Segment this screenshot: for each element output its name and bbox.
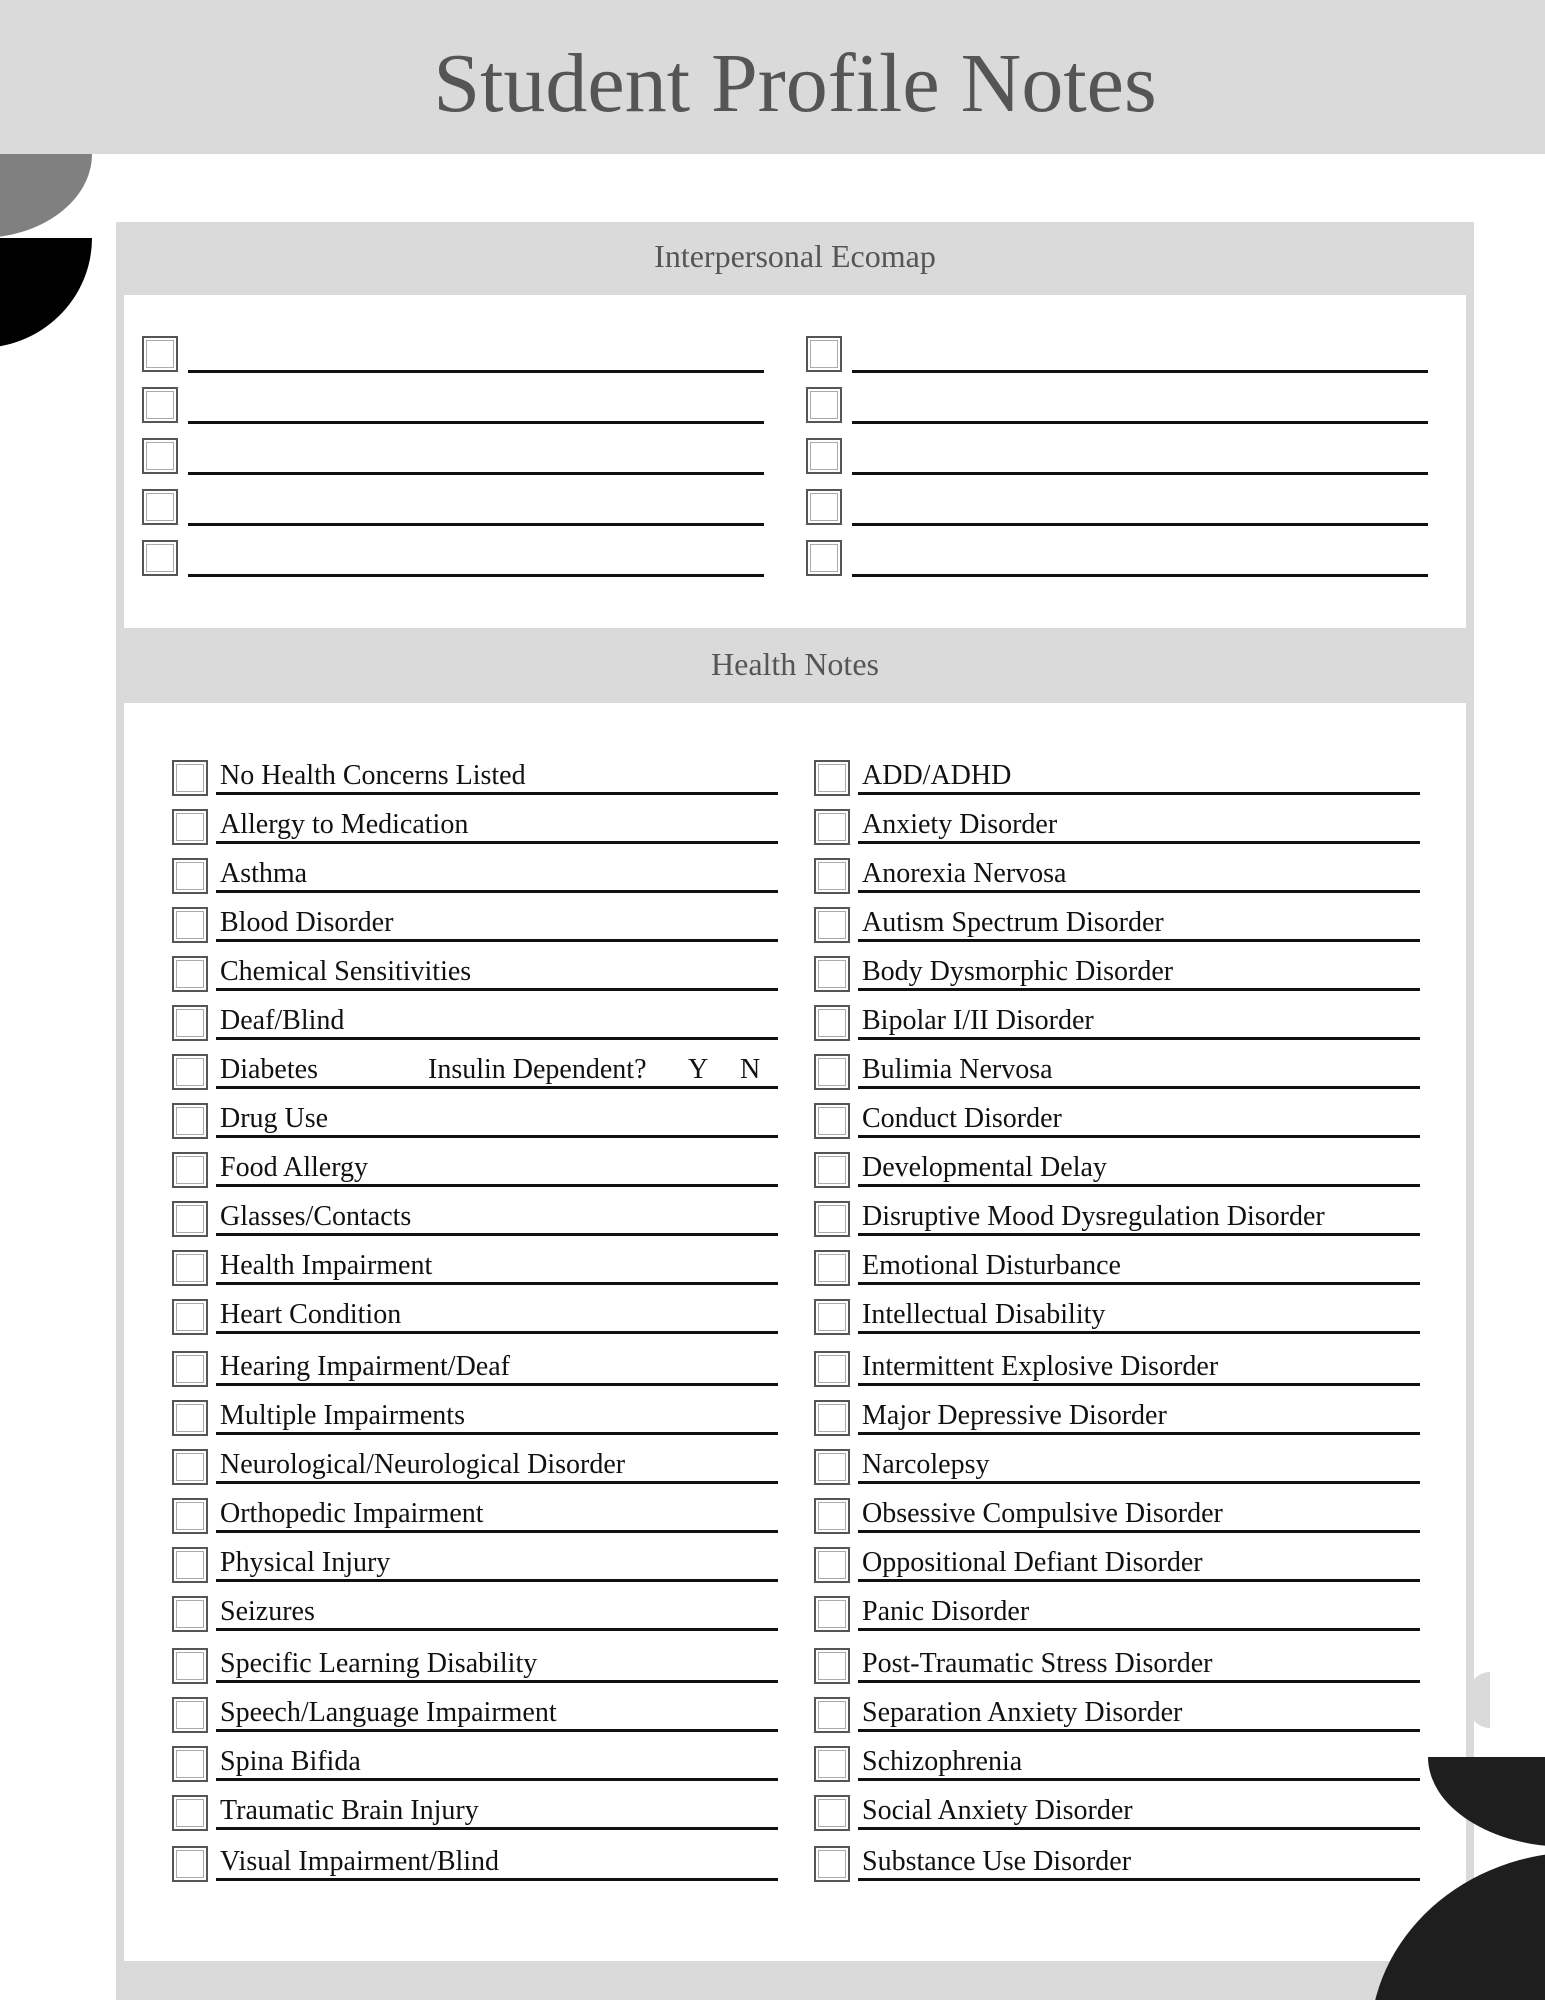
checkbox-speech-language-impairment[interactable] bbox=[172, 1697, 208, 1733]
item-underline bbox=[216, 1530, 778, 1533]
checkbox-heart-condition[interactable] bbox=[172, 1299, 208, 1335]
item-underline bbox=[858, 1383, 1420, 1386]
checkbox-obsessive-compulsive-disorder[interactable] bbox=[814, 1498, 850, 1534]
item-label: Oppositional Defiant Disorder bbox=[862, 1547, 1203, 1578]
checkbox-narcolepsy[interactable] bbox=[814, 1449, 850, 1485]
item-underline bbox=[858, 1086, 1420, 1089]
ecomap-write-in-line-left-4[interactable] bbox=[188, 523, 764, 526]
checkbox-panic-disorder[interactable] bbox=[814, 1596, 850, 1632]
item-underline bbox=[858, 1680, 1420, 1683]
checkbox-major-depressive-disorder[interactable] bbox=[814, 1400, 850, 1436]
item-underline bbox=[216, 1037, 778, 1040]
ecomap-write-in-line-right-1[interactable] bbox=[852, 370, 1428, 373]
ecomap-checkbox-right-2[interactable] bbox=[806, 387, 842, 423]
item-label: Conduct Disorder bbox=[862, 1103, 1062, 1134]
item-underline bbox=[216, 1680, 778, 1683]
item-underline bbox=[216, 1184, 778, 1187]
item-underline bbox=[216, 1233, 778, 1236]
item-underline bbox=[216, 1878, 778, 1881]
item-label: Panic Disorder bbox=[862, 1596, 1030, 1627]
ecomap-checkbox-left-5[interactable] bbox=[142, 540, 178, 576]
ecomap-section-header: Interpersonal Ecomap bbox=[654, 238, 936, 274]
checkbox-chemical-sensitivities[interactable] bbox=[172, 956, 208, 992]
item-label: Emotional Disturbance bbox=[862, 1250, 1121, 1281]
item-underline bbox=[858, 1778, 1420, 1781]
checkbox-health-impairment[interactable] bbox=[172, 1250, 208, 1286]
ecomap-checkbox-left-1[interactable] bbox=[142, 336, 178, 372]
ecomap-panel bbox=[124, 295, 1466, 628]
item-underline bbox=[858, 1233, 1420, 1236]
checkbox-hearing-impairment-deaf[interactable] bbox=[172, 1351, 208, 1387]
item-underline bbox=[216, 792, 778, 795]
item-underline bbox=[858, 1184, 1420, 1187]
checkbox-diabetes[interactable] bbox=[172, 1054, 208, 1090]
item-label: Traumatic Brain Injury bbox=[220, 1795, 479, 1826]
item-label: Diabetes bbox=[220, 1054, 318, 1085]
item-underline bbox=[216, 1331, 778, 1334]
item-underline bbox=[858, 1878, 1420, 1881]
item-underline bbox=[858, 1135, 1420, 1138]
decorative-black-quarter-circle bbox=[0, 238, 92, 348]
checkbox-body-dysmorphic-disorder[interactable] bbox=[814, 956, 850, 992]
item-label: Spina Bifida bbox=[220, 1746, 361, 1777]
item-underline bbox=[216, 890, 778, 893]
ecomap-write-in-line-left-1[interactable] bbox=[188, 370, 764, 373]
health-section-header: Health Notes bbox=[711, 646, 879, 682]
item-underline bbox=[216, 939, 778, 942]
item-label: Heart Condition bbox=[220, 1299, 402, 1330]
checkbox-developmental-delay[interactable] bbox=[814, 1152, 850, 1188]
ecomap-write-in-line-right-3[interactable] bbox=[852, 472, 1428, 475]
item-label: Deaf/Blind bbox=[220, 1005, 345, 1036]
checkbox-substance-use-disorder[interactable] bbox=[814, 1846, 850, 1882]
item-underline bbox=[858, 1827, 1420, 1830]
item-label: Allergy to Medication bbox=[220, 809, 469, 840]
checkbox-multiple-impairments[interactable] bbox=[172, 1400, 208, 1436]
item-label: Drug Use bbox=[220, 1103, 329, 1134]
ecomap-write-in-line-left-2[interactable] bbox=[188, 421, 764, 424]
ecomap-checkbox-left-2[interactable] bbox=[142, 387, 178, 423]
item-label: Seizures bbox=[220, 1596, 315, 1627]
ecomap-checkbox-right-5[interactable] bbox=[806, 540, 842, 576]
ecomap-write-in-line-left-3[interactable] bbox=[188, 472, 764, 475]
ecomap-checkbox-right-1[interactable] bbox=[806, 336, 842, 372]
item-underline bbox=[216, 841, 778, 844]
item-underline bbox=[216, 1432, 778, 1435]
item-underline bbox=[858, 1579, 1420, 1582]
checkbox-schizophrenia[interactable] bbox=[814, 1746, 850, 1782]
checkbox-spina-bifida[interactable] bbox=[172, 1746, 208, 1782]
checkbox-visual-impairment-blind[interactable] bbox=[172, 1846, 208, 1882]
item-label: Disruptive Mood Dysregulation Disorder bbox=[862, 1201, 1325, 1232]
item-label: Blood Disorder bbox=[220, 907, 394, 938]
item-label: Glasses/Contacts bbox=[220, 1201, 412, 1232]
item-underline bbox=[216, 1827, 778, 1830]
item-label: Social Anxiety Disorder bbox=[862, 1795, 1133, 1826]
checkbox-anxiety-disorder[interactable] bbox=[814, 809, 850, 845]
item-underline bbox=[858, 1628, 1420, 1631]
item-label: Asthma bbox=[220, 858, 308, 889]
checkbox-food-allergy[interactable] bbox=[172, 1152, 208, 1188]
item-underline bbox=[216, 1135, 778, 1138]
item-underline bbox=[216, 1383, 778, 1386]
item-label: Separation Anxiety Disorder bbox=[862, 1697, 1183, 1728]
item-underline bbox=[858, 1530, 1420, 1533]
item-label: Anxiety Disorder bbox=[862, 809, 1058, 840]
item-underline bbox=[216, 1086, 778, 1089]
checkbox-blood-disorder[interactable] bbox=[172, 907, 208, 943]
item-underline bbox=[858, 939, 1420, 942]
item-label: Speech/Language Impairment bbox=[220, 1697, 557, 1728]
checkbox-oppositional-defiant-disorder[interactable] bbox=[814, 1547, 850, 1583]
checkbox-autism-spectrum-disorder[interactable] bbox=[814, 907, 850, 943]
item-label: Anorexia Nervosa bbox=[862, 858, 1067, 889]
item-label: Visual Impairment/Blind bbox=[220, 1846, 500, 1877]
item-label: Intermittent Explosive Disorder bbox=[862, 1351, 1219, 1382]
item-underline bbox=[216, 1729, 778, 1732]
insulin-no-option[interactable]: N bbox=[740, 1054, 761, 1085]
item-underline bbox=[216, 988, 778, 991]
item-underline bbox=[216, 1579, 778, 1582]
ecomap-write-in-line-right-4[interactable] bbox=[852, 523, 1428, 526]
ecomap-write-in-line-right-2[interactable] bbox=[852, 421, 1428, 424]
decorative-gray-quarter-circle bbox=[0, 154, 92, 238]
ecomap-checkbox-right-4[interactable] bbox=[806, 489, 842, 525]
checkbox-glasses-contacts[interactable] bbox=[172, 1201, 208, 1237]
item-underline bbox=[858, 1037, 1420, 1040]
checkbox-specific-learning-disability[interactable] bbox=[172, 1648, 208, 1684]
item-underline bbox=[216, 1628, 778, 1631]
checkbox-orthopedic-impairment[interactable] bbox=[172, 1498, 208, 1534]
item-underline bbox=[858, 1432, 1420, 1435]
item-label: ADD/ADHD bbox=[862, 760, 1012, 791]
checkbox-deaf-blind[interactable] bbox=[172, 1005, 208, 1041]
ecomap-checkbox-left-4[interactable] bbox=[142, 489, 178, 525]
checkbox-allergy-to-medication[interactable] bbox=[172, 809, 208, 845]
item-underline bbox=[858, 988, 1420, 991]
checkbox-physical-injury[interactable] bbox=[172, 1547, 208, 1583]
item-label: Developmental Delay bbox=[862, 1152, 1107, 1183]
item-label: Orthopedic Impairment bbox=[220, 1498, 484, 1529]
item-underline bbox=[858, 841, 1420, 844]
checkbox-bipolar-i-ii-disorder[interactable] bbox=[814, 1005, 850, 1041]
checkbox-conduct-disorder[interactable] bbox=[814, 1103, 850, 1139]
checkbox-anorexia-nervosa[interactable] bbox=[814, 858, 850, 894]
item-underline bbox=[858, 1481, 1420, 1484]
ecomap-write-in-line-left-5[interactable] bbox=[188, 574, 764, 577]
checkbox-emotional-disturbance[interactable] bbox=[814, 1250, 850, 1286]
insulin-dependent-label: Insulin Dependent? bbox=[428, 1054, 647, 1085]
item-label: Intellectual Disability bbox=[862, 1299, 1106, 1330]
item-label: Health Impairment bbox=[220, 1250, 433, 1281]
ecomap-checkbox-left-3[interactable] bbox=[142, 438, 178, 474]
checkbox-drug-use[interactable] bbox=[172, 1103, 208, 1139]
ecomap-checkbox-right-3[interactable] bbox=[806, 438, 842, 474]
item-label: Schizophrenia bbox=[862, 1746, 1023, 1777]
checkbox-bulimia-nervosa[interactable] bbox=[814, 1054, 850, 1090]
item-label: Bulimia Nervosa bbox=[862, 1054, 1053, 1085]
item-label: Chemical Sensitivities bbox=[220, 956, 472, 987]
checkbox-seizures[interactable] bbox=[172, 1596, 208, 1632]
checkbox-post-traumatic-stress-disorder[interactable] bbox=[814, 1648, 850, 1684]
item-label: Autism Spectrum Disorder bbox=[862, 907, 1164, 938]
item-underline bbox=[216, 1282, 778, 1285]
item-label: Hearing Impairment/Deaf bbox=[220, 1351, 510, 1382]
checkbox-asthma[interactable] bbox=[172, 858, 208, 894]
item-label: Multiple Impairments bbox=[220, 1400, 465, 1431]
checkbox-social-anxiety-disorder[interactable] bbox=[814, 1795, 850, 1831]
item-label: Obsessive Compulsive Disorder bbox=[862, 1498, 1223, 1529]
checkbox-traumatic-brain-injury[interactable] bbox=[172, 1795, 208, 1831]
item-label: Food Allergy bbox=[220, 1152, 369, 1183]
item-underline bbox=[216, 1481, 778, 1484]
checkbox-neurological-neurological-disorder[interactable] bbox=[172, 1449, 208, 1485]
checkbox-no-health-concerns-listed[interactable] bbox=[172, 760, 208, 796]
item-underline bbox=[216, 1778, 778, 1781]
checkbox-separation-anxiety-disorder[interactable] bbox=[814, 1697, 850, 1733]
item-underline bbox=[858, 792, 1420, 795]
item-label: Major Depressive Disorder bbox=[862, 1400, 1167, 1431]
checkbox-intermittent-explosive-disorder[interactable] bbox=[814, 1351, 850, 1387]
item-underline bbox=[858, 1729, 1420, 1732]
item-label: Substance Use Disorder bbox=[862, 1846, 1132, 1877]
item-underline bbox=[858, 1282, 1420, 1285]
checkbox-intellectual-disability[interactable] bbox=[814, 1299, 850, 1335]
insulin-yes-option[interactable]: Y bbox=[688, 1054, 709, 1085]
item-label: Narcolepsy bbox=[862, 1449, 990, 1480]
item-underline bbox=[858, 890, 1420, 893]
ecomap-write-in-line-right-5[interactable] bbox=[852, 574, 1428, 577]
checkbox-disruptive-mood-dysregulation-disorder[interactable] bbox=[814, 1201, 850, 1237]
item-label: Body Dysmorphic Disorder bbox=[862, 956, 1174, 987]
item-underline bbox=[858, 1331, 1420, 1334]
checkbox-add-adhd[interactable] bbox=[814, 760, 850, 796]
item-label: No Health Concerns Listed bbox=[220, 760, 526, 791]
item-label: Post-Traumatic Stress Disorder bbox=[862, 1648, 1213, 1679]
item-label: Specific Learning Disability bbox=[220, 1648, 538, 1679]
item-label: Physical Injury bbox=[220, 1547, 391, 1578]
page-title: Student Profile Notes bbox=[433, 37, 1157, 130]
item-label: Neurological/Neurological Disorder bbox=[220, 1449, 626, 1480]
item-label: Bipolar I/II Disorder bbox=[862, 1005, 1094, 1036]
